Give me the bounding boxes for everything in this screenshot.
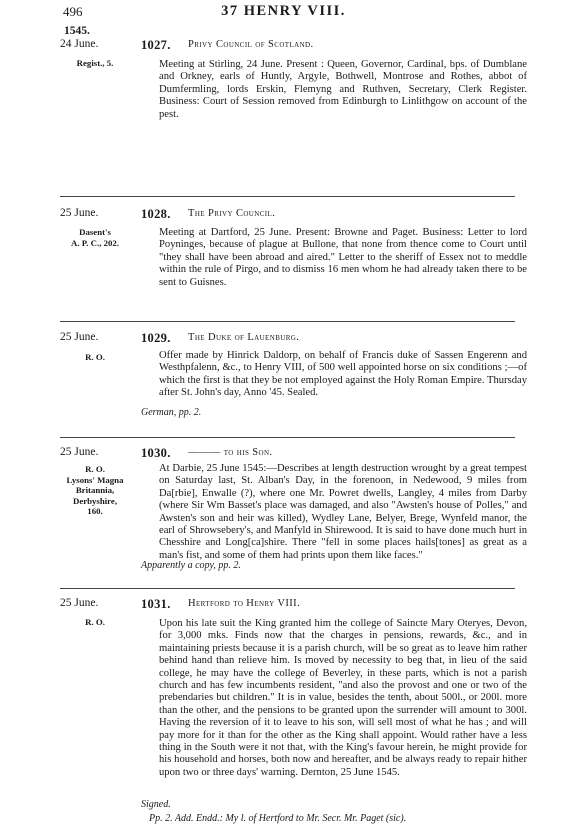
year-heading: 1545. — [64, 25, 90, 37]
page-header — [0, 0, 567, 20]
entry-date: 24 June. — [60, 38, 99, 50]
entry-note: Apparently a copy, pp. 2. — [141, 560, 241, 571]
entry-date: 25 June. — [60, 331, 99, 343]
divider — [60, 321, 515, 322]
entry-date: 25 June. — [60, 446, 99, 458]
source-reference: Dasent's A. P. C., 202. — [70, 227, 120, 248]
entry-signed: Signed. — [141, 799, 171, 810]
entry-number: 1030. — [141, 446, 171, 460]
entry-title: Hertford to Henry VIII. — [188, 598, 301, 609]
page-number: 496 — [63, 4, 83, 19]
divider — [60, 588, 515, 589]
divider — [60, 196, 515, 197]
entry-date: 25 June. — [60, 207, 99, 219]
entry-number: 1029. — [141, 331, 171, 345]
entry-title: The Duke of Lauenburg. — [188, 332, 300, 343]
entry-note: Pp. 2. Add. Endd.: My l. of Hertford to Mr. Secr. Mr. Paget (sic). — [149, 813, 407, 824]
entry-text: Meeting at Dartford, 25 June. Present: Browne and Paget. Business: Letter to lord Poyninges, because of plague at Bullone, that none from thence come to Court until "they shall have been abroad and aired." Letter to the sheriff of Essex not to meddle within the rule of Pirgo, and to dismiss 16 men whom he had already taken there to be sent to Guisnes. — [159, 227, 527, 288]
entry-note: German, pp. 2. — [141, 407, 202, 418]
entry-text: Offer made by Hinrick Daldorp, on behalf of Francis duke of Sassen Engerenn and Westhpfalenn, &c., to Henry VIII, of 500 well appointed horse on six conditions ;—of which the first is that they be not employed against the Holy Roman Empire. Thursday after St. John's day, Anno '45. Sealed. — [159, 350, 527, 399]
running-head: 37 HENRY VIII. — [221, 3, 346, 19]
source-reference: R. O. Lysons' Magna Britannia, Derbyshire, 160. — [66, 464, 124, 516]
source-reference: R. O. — [85, 617, 105, 627]
entry-date: 25 June. — [60, 597, 99, 609]
entry-text: Upon his late suit the King granted him the college of Saincte Mary Oteryes, Devon, for 3,000 mks. Finds now that the charges in pensions, rewards, &c., and in maintaining priests because it is a parish church, will be so great as to leave him rather behind hand than relieve him. Is moved by necessity to beg that, in lieu of the said college, he may have the college of Beverley, in these parts, which is not a parish church and has few incumbents resident, "and also the provost and one or two of the prebendaries but children." It is in value, besides the tenth, about 500l., or 200l. more than the other, and the pensions to be granted upon the surrender will amount to 300l. Having the reversion of it to leave to his son, will sell most of what he has ; and will pay more for it than for the other as the King shall appoint. Would rather have a less thing in the South were it not that, with the King's favour herein, he might provide for his household and horses, both now and hereafter, and be always ready to repair hither upon two or three days' warning. Dernton, 25 June 1545. — [159, 618, 527, 778]
entry-text: Meeting at Stirling, 24 June. Present : Queen, Governor, Cardinal, bps. of Dumblane and Orkney, earls of Huntly, Argyle, Bothwell, Montrose and Rothes, abbot of Dumfermling, lords Erskin, Flemyng and Ruthven, Secretary, Clerk Register. Business: Court of Session removed from Edinburgh to Linlithgow on account of the pest. — [159, 59, 527, 120]
source-reference: Regist., 5. — [76, 58, 114, 68]
entry-title: The Privy Council. — [188, 208, 276, 219]
divider — [60, 437, 515, 438]
entry-number: 1027. — [141, 38, 171, 52]
source-reference: R. O. — [85, 352, 105, 362]
entry-number: 1028. — [141, 207, 171, 221]
entry-text: At Darbie, 25 June 1545:—Describes at length destruction wrought by a great tempest on Saturday last, St. Alban's Day, in the forenoon, in Nedewood, 9 miles from Da[rbie], Enwalle (?), where one Mr. Powret dwells, Langley, 4 miles from Darby (where Sir Wm Basset's place was damaged, and also "Awsten's house of Polles," and Awsten's son and heir was killed), Wydley Lane, Belyer, Brege, Wynfeld manor, the earl of Shrowsebery's, and Manfyld in Shirewood. It is said to have done much hurt in Chesshire and Long[ca]shire. There "fell in some places hails[tones] as great as a man's fist, and some of them had prints upon them like faces." — [159, 463, 527, 561]
entry-title: ——— to his Son. — [188, 447, 273, 458]
entry-number: 1031. — [141, 597, 171, 611]
entry-title: Privy Council of Scotland. — [188, 39, 314, 50]
